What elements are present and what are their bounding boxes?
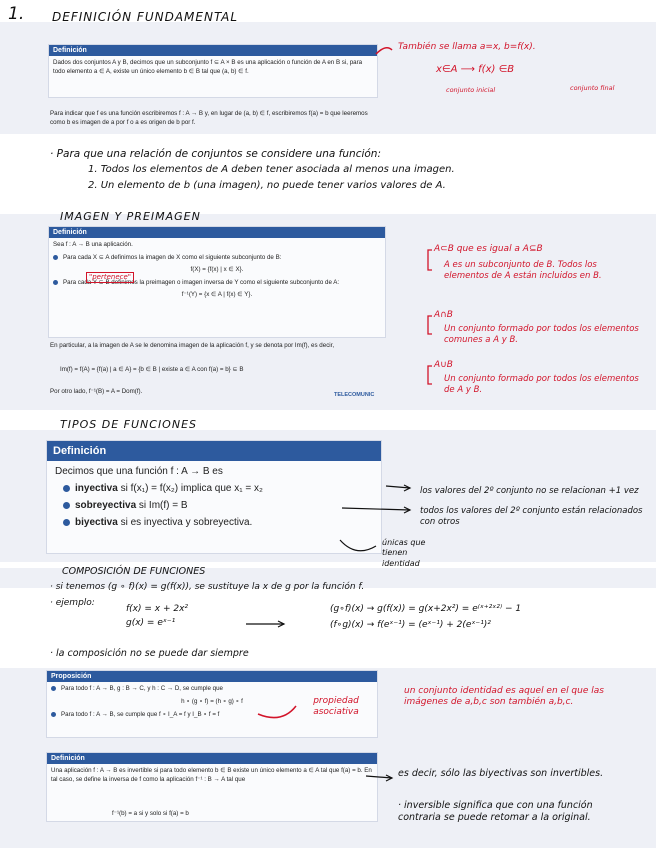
bullet-text: Para cada X ⊆ A definimos la imagen de X como el siguiente subconjunto de B: (63, 253, 282, 261)
section-title: DEFINICIÓN FUNDAMENTAL (52, 10, 239, 24)
handwritten-line: · la composición no se puede dar siempre (50, 648, 249, 659)
red-note: A∩B (434, 310, 453, 320)
red-note: A es un subconjunto de B. Todos los elementos de A están incluidos en B. (444, 260, 602, 281)
term-text: si es inyectiva y sobreyectiva. (117, 517, 253, 528)
handwritten-note: · inversible significa que con una función contraria se puede retomar a la original. (398, 800, 593, 824)
arrow (342, 508, 410, 510)
notation-text: Para indicar que f es una función escribiremos f : A → B y, en lugar de (a, b) ∈ f, escribiremos f(a) = b que leeremos como b es imagen de a por f o a es origen de b por f. (50, 110, 368, 126)
bullet-text: Para todo f : A → B, se cumple que f ∘ I_A = f y I_B ∘ f = f (61, 710, 220, 718)
section-number: 1. (8, 4, 25, 24)
example-f: f(x) = x + 2x² (126, 604, 189, 614)
box-header: Proposición (47, 671, 377, 682)
red-arrow (376, 48, 392, 54)
red-note: x∈A ⟶ f(x) ∈B (436, 64, 515, 75)
red-bracket (428, 316, 432, 334)
term-text: si f(x₁) = f(x₂) implica que x₁ = x₂ (117, 483, 263, 494)
handwritten-line: · si tenemos (g ∘ f)(x) = g(f(x)), se sustituye la x de g por la función f. (50, 582, 365, 592)
formula: f(X) = {f(x) | x ∈ X}. (190, 265, 244, 273)
pertenece-note: "pertenece" (86, 272, 134, 283)
red-note: un conjunto identidad es aquel en el que las imágenes de a,b,c son también a,b,c. (404, 686, 604, 708)
intro-text: Decimos que una función f : A → B es (55, 466, 223, 477)
box-header: Definición (47, 441, 381, 461)
example-g: g(x) = eˣ⁻¹ (126, 618, 176, 628)
red-note: A∪B (434, 360, 453, 370)
red-bracket (428, 250, 432, 270)
formula: f⁻¹(Y) = {x ∈ A | f(x) ∈ Y}. (181, 290, 253, 298)
term: inyectiva (75, 483, 118, 494)
red-note: propiedad asociativa (313, 696, 359, 718)
term: sobreyectiva (75, 500, 137, 511)
red-note: También se llama a=x, b=f(x). (398, 42, 536, 52)
term-text: si Im(f) = B (136, 500, 188, 511)
formula: h ∘ (g ∘ f) = (h ∘ g) ∘ f (181, 697, 243, 705)
logo: TELECOMUNIC (334, 392, 375, 398)
box-header: Definición (49, 227, 385, 238)
handwritten-note: es decir, sólo las biyectivas son invertibles. (398, 768, 604, 779)
red-note: A⊂B que es igual a A⊆B (434, 244, 543, 254)
red-note: conjunto final (570, 84, 615, 92)
definition-text: Dados dos conjuntos A y B, decimos que un subconjunto f ⊆ A × B es una aplicación o función de A en B si, para todo elemento a ∈ A, existe un único elemento b ∈ B tal que (a, b) ∈ f. (53, 59, 363, 75)
handwritten-note: los valores del 2º conjunto no se relacionan +1 vez (420, 486, 639, 496)
example-result: (f∘g)(x) → f(eˣ⁻¹) = (eˣ⁻¹) + 2(eˣ⁻¹)² (330, 620, 491, 630)
handwritten-note: únicas que tienen identidad (382, 538, 426, 568)
red-note: Un conjunto formado por todos los elementos de A y B. (444, 374, 639, 395)
bullet-text: Para cada Y ⊆ B definimos la preimagen o imagen inversa de Y como el siguiente subconjunto de A: (63, 278, 340, 286)
bullet-text: Para todo f : A → B, g : B → C, y h : C → D, se cumple que (61, 685, 223, 692)
handwritten-note: todos los valores del 2º conjunto están relacionados con otros (420, 506, 643, 528)
box-header: Definición (47, 753, 377, 764)
paragraph: Por otro lado, f⁻¹(B) = A = Dom(f). (50, 388, 143, 395)
formula: f⁻¹(b) = a si y solo si f(a) = b (112, 810, 189, 817)
red-bracket (428, 366, 432, 384)
red-arrow (258, 706, 296, 718)
handwritten-line: · Para que una relación de conjuntos se considere una función: (50, 148, 381, 160)
term: biyectiva (75, 517, 118, 528)
section-title: TIPOS DE FUNCIONES (60, 418, 198, 431)
box-line: Sea f : A → B una aplicación. (53, 241, 133, 248)
arrow (340, 540, 376, 551)
box-header: Definición (49, 45, 377, 56)
example-result: (g∘f)(x) → g(f(x)) = g(x+2x²) = e⁽ˣ⁺²ˣ²⁾ − 1 (330, 604, 522, 614)
section-title: IMAGEN Y PREIMAGEN (60, 210, 201, 223)
handwritten-line: · ejemplo: (50, 598, 95, 608)
formula: Im(f) = f(A) = {f(a) | a ∈ A} = {b ∈ B | existe a ∈ A con f(a) = b} ⊆ B (60, 366, 244, 373)
handwritten-line: 2. Un elemento de b (una imagen), no puede tener varios valores de A. (88, 180, 446, 191)
handwritten-line: 1. Todos los elementos de A deben tener asociada al menos una imagen. (88, 164, 455, 175)
red-note: Un conjunto formado por todos los elementos comunes a A y B. (444, 324, 639, 345)
definition-text: Una aplicación f : A → B es invertible si para todo elemento b ∈ B existe un único elemento a ∈ A tal que f(a) = b. En tal caso, se define la inversa de f como la aplicación f⁻¹ : B → A tal que (51, 767, 372, 783)
red-note: conjunto inicial (446, 86, 496, 94)
section-title: COMPOSICIÓN DE FUNCIONES (62, 566, 206, 577)
paragraph: En particular, a la imagen de A se le denomina imagen de la aplicación f, y se denota por Im(f), es decir, (50, 342, 335, 349)
